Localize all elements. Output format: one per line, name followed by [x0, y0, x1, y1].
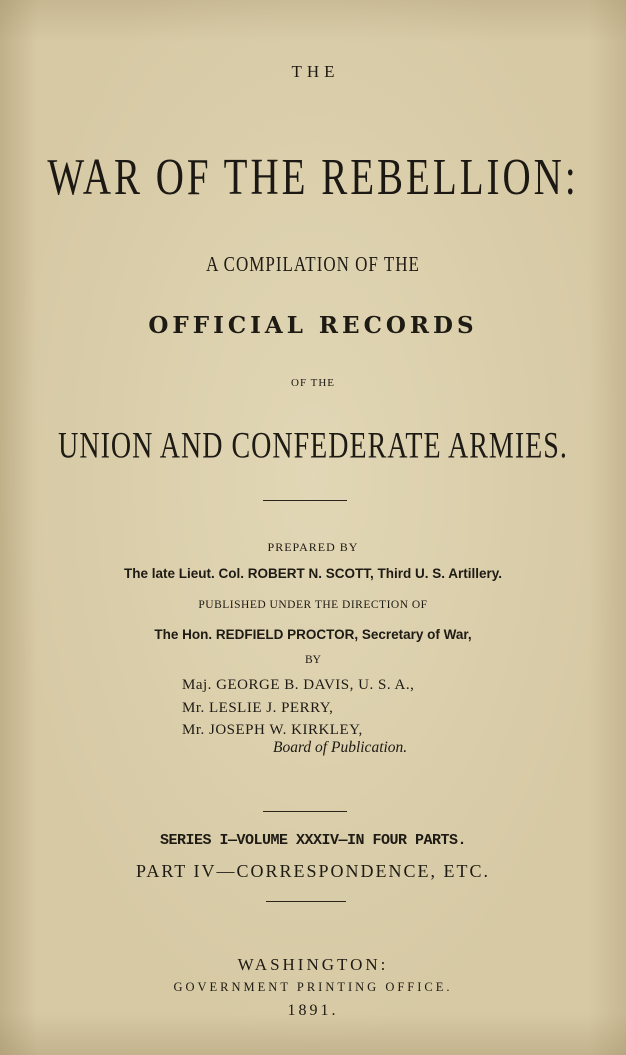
series-line: SERIES I—VOLUME XXXIV—IN FOUR PARTS.: [159, 832, 467, 849]
compilation-line: A COMPILATION OF THE: [206, 252, 420, 276]
board-member: Maj. GEORGE B. DAVIS, U. S. A.,: [182, 677, 415, 693]
imprint-city: WASHINGTON:: [237, 955, 389, 974]
by-label: BY: [305, 654, 321, 666]
divider-rule-3: [266, 901, 346, 902]
armies-heading: UNION AND CONFEDERATE ARMIES.: [58, 426, 568, 467]
published-under-label: PUBLISHED UNDER THE DIRECTION OF: [198, 599, 428, 611]
imprint-printer: GOVERNMENT PRINTING OFFICE.: [173, 980, 453, 994]
divider-rule-1: [263, 500, 347, 501]
board-member: Mr. LESLIE J. PERRY,: [182, 700, 334, 716]
divider-rule-2: [263, 811, 347, 812]
main-title: WAR OF THE REBELLION:: [47, 149, 579, 207]
imprint-year: 1891.: [287, 1002, 339, 1019]
board-of-publication-label: Board of Publication.: [273, 739, 408, 756]
of-the-line: OF THE: [291, 377, 335, 389]
part-line: PART IV—CORRESPONDENCE, ETC.: [136, 861, 490, 881]
board-member: Mr. JOSEPH W. KIRKLEY,: [182, 722, 363, 738]
title-article: THE: [291, 62, 340, 81]
preparer-line: The late Lieut. Col. ROBERT N. SCOTT, Third U. S. Artillery.: [123, 566, 503, 581]
prepared-by-label: PREPARED BY: [267, 540, 359, 554]
director-line: The Hon. REDFIELD PROCTOR, Secretary of War,: [154, 627, 472, 642]
official-records-heading: OFFICIAL RECORDS: [148, 312, 478, 339]
